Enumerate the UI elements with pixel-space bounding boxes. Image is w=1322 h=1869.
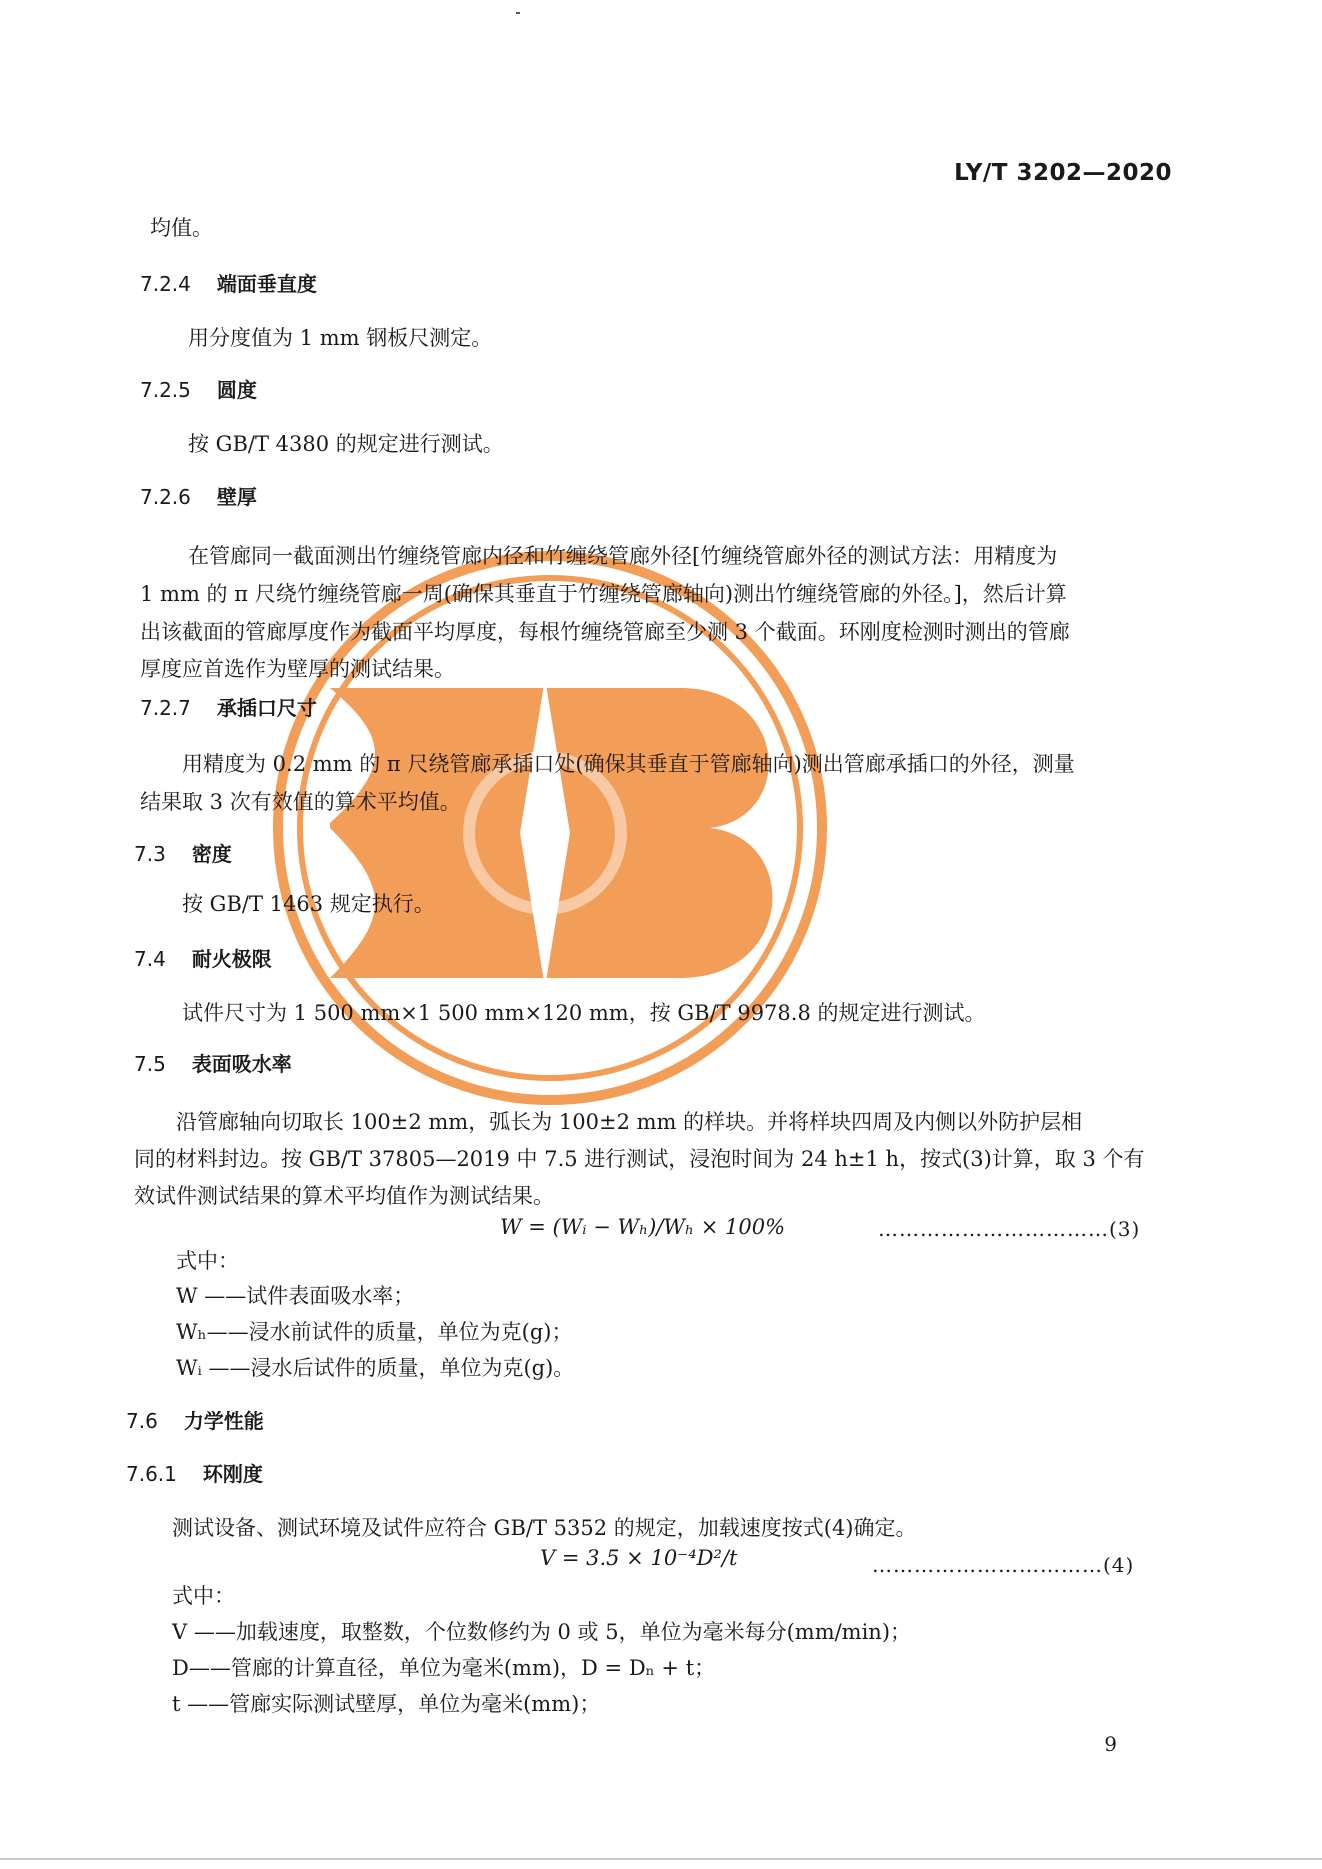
section-7-2-7-line-1: 用精度为 0.2 mm 的 π 尺绕管廊承插口处(确保其垂直于管廊轴向)测出管廊承插口的外径，测量	[182, 752, 1075, 776]
section-7-6-1-body: 测试设备、测试环境及试件应符合 GB/T 5352 的规定，加载速度按式(4)确定。	[172, 1516, 917, 1540]
section-7-5-line-1: 沿管廊轴向切取长 100±2 mm，弧长为 100±2 mm 的样块。并将样块四周及内侧以外防护层相	[176, 1110, 1083, 1134]
section-7-3-body: 按 GB/T 1463 规定执行。	[182, 892, 435, 916]
section-7-5-line-2: 同的材料封边。按 GB/T 37805—2019 中 7.5 进行测试，浸泡时间为 24 h±1 h，按式(3)计算，取 3 个有	[134, 1147, 1145, 1171]
where-label-4: 式中：	[172, 1584, 235, 1608]
section-7-2-7-heading: 7.2.7 承插口尺寸	[140, 696, 317, 720]
where-label-3: 式中：	[176, 1249, 239, 1273]
section-7-6-1-heading: 7.6.1 环刚度	[126, 1462, 263, 1486]
section-7-2-6-line-3: 出该截面的管廊厚度作为截面平均厚度，每根竹缠绕管廊至少测 3 个截面。环刚度检测时测出的管廊	[140, 620, 1070, 644]
formula-3: W = (Wᵢ − Wₕ)/Wₕ × 100%	[500, 1215, 786, 1239]
section-7-2-7-line-2: 结果取 3 次有效值的算术平均值。	[140, 790, 461, 814]
continuation-text: 均值。	[150, 216, 213, 240]
section-7-3-heading: 7.3 密度	[134, 842, 232, 866]
section-7-2-6-line-1: 在管廊同一截面测出竹缠绕管廊内径和竹缠绕管廊外径[竹缠绕管廊外径的测试方法：用精度为	[188, 544, 1058, 568]
section-7-2-5-heading: 7.2.5 圆度	[140, 378, 257, 402]
equation-number-4: ……………………………(4)	[872, 1553, 1135, 1577]
equation-number-3: ……………………………(3)	[878, 1217, 1141, 1241]
standard-code: LY/T 3202—2020	[954, 160, 1172, 186]
section-7-2-6-heading: 7.2.6 壁厚	[140, 485, 257, 509]
section-7-2-4-heading: 7.2.4 端面垂直度	[140, 272, 317, 296]
section-7-4-heading: 7.4 耐火极限	[134, 947, 272, 971]
formula-4: V = 3.5 × 10⁻⁴D²/t	[540, 1546, 738, 1570]
section-7-6-heading: 7.6 力学性能	[126, 1409, 264, 1433]
section-7-4-body: 试件尺寸为 1 500 mm×1 500 mm×120 mm，按 GB/T 9978.8 的规定进行测试。	[182, 1001, 986, 1025]
variable-d: D——管廊的计算直径，单位为毫米(mm)，D = Dₙ + t；	[172, 1656, 716, 1680]
scan-edge-rule	[0, 1858, 1322, 1860]
scan-mark	[516, 12, 520, 14]
section-7-5-heading: 7.5 表面吸水率	[134, 1052, 292, 1076]
variable-wi: Wᵢ ——浸水后试件的质量，单位为克(g)。	[176, 1356, 575, 1380]
section-7-2-4-body: 用分度值为 1 mm 钢板尺测定。	[188, 326, 493, 350]
section-7-2-6-line-2: 1 mm 的 π 尺绕竹缠绕管廊一周(确保其垂直于竹缠绕管廊轴向)测出竹缠绕管廊的外径。]，然后计算	[140, 582, 1067, 606]
page-number: 9	[1104, 1732, 1117, 1756]
variable-t: t ——管廊实际测试壁厚，单位为毫米(mm)；	[172, 1692, 601, 1716]
variable-wh: Wₕ——浸水前试件的质量，单位为克(g)；	[176, 1320, 573, 1344]
variable-v: V ——加载速度，取整数，个位数修约为 0 或 5，单位为毫米每分(mm/min)；	[172, 1620, 912, 1644]
section-7-2-6-line-4: 厚度应首选作为壁厚的测试结果。	[140, 657, 455, 681]
section-7-5-line-3: 效试件测试结果的算术平均值作为测试结果。	[134, 1184, 554, 1208]
variable-w: W ——试件表面吸水率；	[176, 1284, 415, 1308]
section-7-2-5-body: 按 GB/T 4380 的规定进行测试。	[188, 432, 504, 456]
